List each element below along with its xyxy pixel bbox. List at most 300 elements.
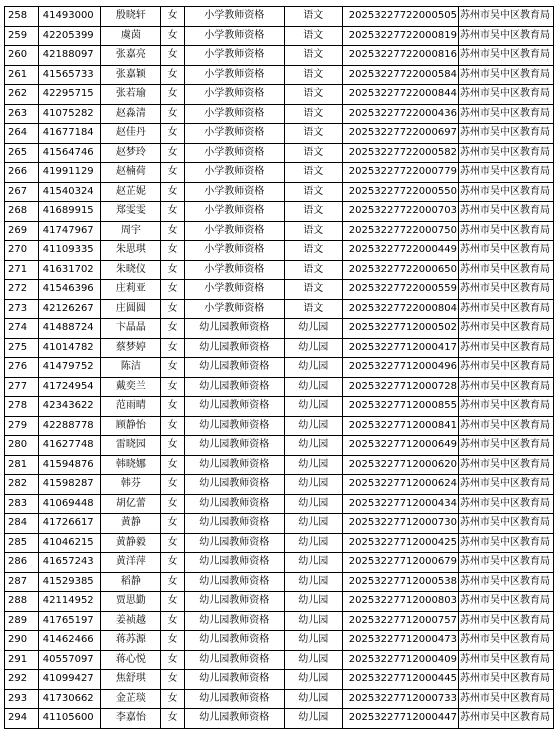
cell-name: 殷晓轩 xyxy=(101,7,161,27)
cell-no: 273 xyxy=(5,299,39,319)
table-row xyxy=(5,143,554,163)
table-row xyxy=(5,65,554,85)
cell-id: 41991129 xyxy=(38,163,101,183)
cell-ticket: 20253227722000436 xyxy=(342,104,458,124)
cell-qualification: 幼儿园教师资格 xyxy=(184,592,284,612)
cell-org: 苏州市吴中区教育局 xyxy=(458,143,553,163)
cell-gender: 女 xyxy=(161,631,185,651)
cell-id: 41765197 xyxy=(38,611,101,631)
cell-subject: 幼儿园 xyxy=(284,611,342,631)
cell-name: 稻静 xyxy=(101,572,161,592)
table-row xyxy=(5,46,554,66)
cell-gender: 女 xyxy=(161,670,185,690)
cell-org: 苏州市吴中区教育局 xyxy=(458,631,553,651)
cell-qualification: 小学教师资格 xyxy=(184,280,284,300)
cell-subject: 幼儿园 xyxy=(284,436,342,456)
cell-org: 苏州市吴中区教育局 xyxy=(458,124,553,144)
cell-subject: 幼儿园 xyxy=(284,631,342,651)
cell-id: 41677184 xyxy=(38,124,101,144)
cell-qualification: 幼儿园教师资格 xyxy=(184,572,284,592)
cell-qualification: 幼儿园教师资格 xyxy=(184,377,284,397)
cell-id: 41565733 xyxy=(38,65,101,85)
cell-subject: 幼儿园 xyxy=(284,689,342,709)
cell-org: 苏州市吴中区教育局 xyxy=(458,494,553,514)
cell-name: 张嘉亮 xyxy=(101,46,161,66)
cell-qualification: 幼儿园教师资格 xyxy=(184,650,284,670)
cell-gender: 女 xyxy=(161,416,185,436)
cell-subject: 幼儿园 xyxy=(284,709,342,729)
table-row xyxy=(5,592,554,612)
cell-no: 287 xyxy=(5,572,39,592)
cell-ticket: 20253227722000582 xyxy=(342,143,458,163)
cell-id: 41546396 xyxy=(38,280,101,300)
cell-ticket: 20253227712000649 xyxy=(342,436,458,456)
cell-qualification: 小学教师资格 xyxy=(184,104,284,124)
cell-ticket: 20253227712000473 xyxy=(342,631,458,651)
cell-ticket: 20253227712000679 xyxy=(342,553,458,573)
cell-gender: 女 xyxy=(161,85,185,105)
cell-id: 41726617 xyxy=(38,514,101,534)
table-row xyxy=(5,475,554,495)
table-row xyxy=(5,709,554,729)
cell-no: 282 xyxy=(5,475,39,495)
cell-name: 贾思勤 xyxy=(101,592,161,612)
cell-org: 苏州市吴中区教育局 xyxy=(458,46,553,66)
table-row xyxy=(5,670,554,690)
cell-qualification: 幼儿园教师资格 xyxy=(184,553,284,573)
cell-id: 41689915 xyxy=(38,202,101,222)
table-row xyxy=(5,163,554,183)
cell-no: 260 xyxy=(5,46,39,66)
cell-org: 苏州市吴中区教育局 xyxy=(458,397,553,417)
cell-subject: 幼儿园 xyxy=(284,494,342,514)
cell-name: 蒋心悦 xyxy=(101,650,161,670)
cell-org: 苏州市吴中区教育局 xyxy=(458,338,553,358)
table-row xyxy=(5,689,554,709)
cell-name: 庄莉亚 xyxy=(101,280,161,300)
cell-subject: 幼儿园 xyxy=(284,592,342,612)
cell-gender: 女 xyxy=(161,436,185,456)
cell-subject: 语文 xyxy=(284,241,342,261)
cell-org: 苏州市吴中区教育局 xyxy=(458,104,553,124)
cell-subject: 语文 xyxy=(284,182,342,202)
cell-gender: 女 xyxy=(161,65,185,85)
cell-gender: 女 xyxy=(161,26,185,46)
cell-ticket: 20253227712000620 xyxy=(342,455,458,475)
cell-qualification: 幼儿园教师资格 xyxy=(184,475,284,495)
cell-name: 卞晶晶 xyxy=(101,319,161,339)
table-row xyxy=(5,377,554,397)
cell-id: 41529385 xyxy=(38,572,101,592)
cell-no: 293 xyxy=(5,689,39,709)
cell-id: 42295715 xyxy=(38,85,101,105)
table-row xyxy=(5,124,554,144)
cell-subject: 幼儿园 xyxy=(284,475,342,495)
cell-gender: 女 xyxy=(161,611,185,631)
cell-id: 41099427 xyxy=(38,670,101,690)
cell-id: 41046215 xyxy=(38,533,101,553)
cell-org: 苏州市吴中区教育局 xyxy=(458,436,553,456)
cell-no: 275 xyxy=(5,338,39,358)
table-row xyxy=(5,611,554,631)
cell-qualification: 幼儿园教师资格 xyxy=(184,611,284,631)
cell-no: 286 xyxy=(5,553,39,573)
cell-qualification: 小学教师资格 xyxy=(184,202,284,222)
cell-name: 焦舒琪 xyxy=(101,670,161,690)
cell-gender: 女 xyxy=(161,104,185,124)
cell-no: 261 xyxy=(5,65,39,85)
cell-name: 范雨晴 xyxy=(101,397,161,417)
cell-subject: 语文 xyxy=(284,124,342,144)
cell-gender: 女 xyxy=(161,299,185,319)
cell-name: 韩晓娜 xyxy=(101,455,161,475)
cell-no: 279 xyxy=(5,416,39,436)
cell-id: 41598287 xyxy=(38,475,101,495)
cell-subject: 幼儿园 xyxy=(284,650,342,670)
cell-id: 42288778 xyxy=(38,416,101,436)
cell-id: 41014782 xyxy=(38,338,101,358)
cell-no: 269 xyxy=(5,221,39,241)
cell-subject: 幼儿园 xyxy=(284,533,342,553)
cell-gender: 女 xyxy=(161,689,185,709)
cell-org: 苏州市吴中区教育局 xyxy=(458,221,553,241)
cell-ticket: 20253227722000703 xyxy=(342,202,458,222)
cell-ticket: 20253227722000804 xyxy=(342,299,458,319)
cell-gender: 女 xyxy=(161,553,185,573)
cell-qualification: 幼儿园教师资格 xyxy=(184,689,284,709)
cell-ticket: 20253227722000505 xyxy=(342,7,458,27)
cell-no: 274 xyxy=(5,319,39,339)
cell-ticket: 20253227722000816 xyxy=(342,46,458,66)
cell-qualification: 小学教师资格 xyxy=(184,46,284,66)
cell-id: 41730662 xyxy=(38,689,101,709)
cell-ticket: 20253227722000449 xyxy=(342,241,458,261)
cell-no: 288 xyxy=(5,592,39,612)
cell-qualification: 幼儿园教师资格 xyxy=(184,709,284,729)
table-row xyxy=(5,221,554,241)
cell-no: 280 xyxy=(5,436,39,456)
table-row xyxy=(5,104,554,124)
cell-no: 276 xyxy=(5,358,39,378)
cell-id: 41488724 xyxy=(38,319,101,339)
cell-subject: 幼儿园 xyxy=(284,455,342,475)
cell-no: 258 xyxy=(5,7,39,27)
cell-gender: 女 xyxy=(161,709,185,729)
cell-ticket: 20253227712000496 xyxy=(342,358,458,378)
cell-name: 李嘉怡 xyxy=(101,709,161,729)
table-row xyxy=(5,202,554,222)
table-row xyxy=(5,553,554,573)
cell-no: 277 xyxy=(5,377,39,397)
table-row xyxy=(5,7,554,27)
cell-subject: 幼儿园 xyxy=(284,397,342,417)
cell-gender: 女 xyxy=(161,377,185,397)
cell-subject: 语文 xyxy=(284,26,342,46)
table-row xyxy=(5,650,554,670)
cell-gender: 女 xyxy=(161,572,185,592)
cell-name: 赵芷妮 xyxy=(101,182,161,202)
cell-subject: 幼儿园 xyxy=(284,319,342,339)
cell-name: 顾静怡 xyxy=(101,416,161,436)
cell-id: 41479752 xyxy=(38,358,101,378)
cell-subject: 语文 xyxy=(284,260,342,280)
cell-qualification: 幼儿园教师资格 xyxy=(184,358,284,378)
cell-name: 赵梦玲 xyxy=(101,143,161,163)
cell-ticket: 20253227722000844 xyxy=(342,85,458,105)
cell-org: 苏州市吴中区教育局 xyxy=(458,163,553,183)
cell-gender: 女 xyxy=(161,163,185,183)
cell-subject: 语文 xyxy=(284,65,342,85)
cell-subject: 语文 xyxy=(284,221,342,241)
cell-org: 苏州市吴中区教育局 xyxy=(458,241,553,261)
cell-no: 284 xyxy=(5,514,39,534)
table-row xyxy=(5,631,554,651)
cell-qualification: 幼儿园教师资格 xyxy=(184,494,284,514)
cell-qualification: 幼儿园教师资格 xyxy=(184,416,284,436)
cell-gender: 女 xyxy=(161,650,185,670)
cell-org: 苏州市吴中区教育局 xyxy=(458,475,553,495)
cell-id: 41631702 xyxy=(38,260,101,280)
cell-subject: 语文 xyxy=(284,46,342,66)
cell-gender: 女 xyxy=(161,455,185,475)
cell-subject: 幼儿园 xyxy=(284,416,342,436)
cell-ticket: 20253227712000417 xyxy=(342,338,458,358)
cell-org: 苏州市吴中区教育局 xyxy=(458,533,553,553)
cell-id: 40557097 xyxy=(38,650,101,670)
cell-no: 263 xyxy=(5,104,39,124)
cell-ticket: 20253227722000559 xyxy=(342,280,458,300)
table-row xyxy=(5,338,554,358)
table-row xyxy=(5,514,554,534)
cell-gender: 女 xyxy=(161,319,185,339)
cell-qualification: 幼儿园教师资格 xyxy=(184,514,284,534)
cell-qualification: 小学教师资格 xyxy=(184,85,284,105)
table-row xyxy=(5,572,554,592)
cell-name: 姜祯越 xyxy=(101,611,161,631)
cell-no: 265 xyxy=(5,143,39,163)
cell-qualification: 幼儿园教师资格 xyxy=(184,319,284,339)
cell-gender: 女 xyxy=(161,475,185,495)
cell-org: 苏州市吴中区教育局 xyxy=(458,26,553,46)
cell-id: 41109335 xyxy=(38,241,101,261)
cell-qualification: 小学教师资格 xyxy=(184,182,284,202)
cell-subject: 幼儿园 xyxy=(284,377,342,397)
cell-no: 283 xyxy=(5,494,39,514)
cell-id: 41462466 xyxy=(38,631,101,651)
cell-no: 278 xyxy=(5,397,39,417)
cell-qualification: 幼儿园教师资格 xyxy=(184,533,284,553)
cell-ticket: 20253227712000538 xyxy=(342,572,458,592)
cell-id: 41657243 xyxy=(38,553,101,573)
cell-no: 294 xyxy=(5,709,39,729)
cell-no: 285 xyxy=(5,533,39,553)
cell-no: 291 xyxy=(5,650,39,670)
cell-name: 蔡梦婷 xyxy=(101,338,161,358)
cell-subject: 幼儿园 xyxy=(284,670,342,690)
cell-gender: 女 xyxy=(161,46,185,66)
cell-gender: 女 xyxy=(161,202,185,222)
cell-org: 苏州市吴中区教育局 xyxy=(458,65,553,85)
table-row xyxy=(5,241,554,261)
cell-id: 41627748 xyxy=(38,436,101,456)
cell-no: 290 xyxy=(5,631,39,651)
cell-no: 292 xyxy=(5,670,39,690)
cell-ticket: 20253227722000779 xyxy=(342,163,458,183)
cell-org: 苏州市吴中区教育局 xyxy=(458,670,553,690)
cell-qualification: 小学教师资格 xyxy=(184,124,284,144)
cell-qualification: 幼儿园教师资格 xyxy=(184,397,284,417)
cell-subject: 语文 xyxy=(284,202,342,222)
cell-org: 苏州市吴中区教育局 xyxy=(458,611,553,631)
cell-qualification: 小学教师资格 xyxy=(184,260,284,280)
cell-org: 苏州市吴中区教育局 xyxy=(458,280,553,300)
cell-gender: 女 xyxy=(161,592,185,612)
cell-id: 42205399 xyxy=(38,26,101,46)
cell-org: 苏州市吴中区教育局 xyxy=(458,377,553,397)
cell-id: 42126267 xyxy=(38,299,101,319)
cell-id: 41564746 xyxy=(38,143,101,163)
cell-qualification: 幼儿园教师资格 xyxy=(184,436,284,456)
cell-ticket: 20253227722000550 xyxy=(342,182,458,202)
cell-id: 41540324 xyxy=(38,182,101,202)
cell-id: 41069448 xyxy=(38,494,101,514)
cell-org: 苏州市吴中区教育局 xyxy=(458,202,553,222)
cell-qualification: 小学教师资格 xyxy=(184,221,284,241)
table-row xyxy=(5,358,554,378)
cell-org: 苏州市吴中区教育局 xyxy=(458,553,553,573)
table-body xyxy=(5,7,554,729)
cell-name: 黄洋萍 xyxy=(101,553,161,573)
cell-ticket: 20253227722000819 xyxy=(342,26,458,46)
cell-no: 289 xyxy=(5,611,39,631)
cell-ticket: 20253227712000841 xyxy=(342,416,458,436)
cell-ticket: 20253227722000750 xyxy=(342,221,458,241)
cell-org: 苏州市吴中区教育局 xyxy=(458,260,553,280)
cell-name: 周宇 xyxy=(101,221,161,241)
cell-name: 蒋苏源 xyxy=(101,631,161,651)
cell-org: 苏州市吴中区教育局 xyxy=(458,709,553,729)
cell-name: 戴奕兰 xyxy=(101,377,161,397)
cell-no: 262 xyxy=(5,85,39,105)
table-row xyxy=(5,260,554,280)
cell-ticket: 20253227712000447 xyxy=(342,709,458,729)
cell-subject: 幼儿园 xyxy=(284,553,342,573)
cell-subject: 语文 xyxy=(284,104,342,124)
cell-subject: 语文 xyxy=(284,163,342,183)
cell-ticket: 20253227712000502 xyxy=(342,319,458,339)
table-row xyxy=(5,533,554,553)
cell-org: 苏州市吴中区教育局 xyxy=(458,689,553,709)
cell-id: 41075282 xyxy=(38,104,101,124)
cell-org: 苏州市吴中区教育局 xyxy=(458,514,553,534)
cell-no: 272 xyxy=(5,280,39,300)
cell-qualification: 小学教师资格 xyxy=(184,143,284,163)
cell-gender: 女 xyxy=(161,358,185,378)
cell-ticket: 20253227712000425 xyxy=(342,533,458,553)
cell-no: 264 xyxy=(5,124,39,144)
cell-name: 韩芬 xyxy=(101,475,161,495)
cell-no: 270 xyxy=(5,241,39,261)
cell-qualification: 小学教师资格 xyxy=(184,241,284,261)
cell-ticket: 20253227712000803 xyxy=(342,592,458,612)
cell-name: 黄静毅 xyxy=(101,533,161,553)
cell-subject: 幼儿园 xyxy=(284,338,342,358)
cell-org: 苏州市吴中区教育局 xyxy=(458,7,553,27)
cell-gender: 女 xyxy=(161,7,185,27)
cell-qualification: 幼儿园教师资格 xyxy=(184,670,284,690)
cell-qualification: 幼儿园教师资格 xyxy=(184,455,284,475)
cell-org: 苏州市吴中区教育局 xyxy=(458,416,553,436)
cell-org: 苏州市吴中区教育局 xyxy=(458,85,553,105)
cell-name: 金芷琰 xyxy=(101,689,161,709)
cell-id: 41105600 xyxy=(38,709,101,729)
cell-ticket: 20253227712000434 xyxy=(342,494,458,514)
cell-id: 42114952 xyxy=(38,592,101,612)
cell-ticket: 20253227712000728 xyxy=(342,377,458,397)
cell-ticket: 20253227712000730 xyxy=(342,514,458,534)
cell-subject: 语文 xyxy=(284,280,342,300)
cell-qualification: 幼儿园教师资格 xyxy=(184,631,284,651)
cell-org: 苏州市吴中区教育局 xyxy=(458,592,553,612)
cell-no: 266 xyxy=(5,163,39,183)
cell-name: 张嘉颖 xyxy=(101,65,161,85)
cell-org: 苏州市吴中区教育局 xyxy=(458,650,553,670)
cell-gender: 女 xyxy=(161,124,185,144)
cell-id: 41493000 xyxy=(38,7,101,27)
cell-ticket: 20253227712000409 xyxy=(342,650,458,670)
cell-subject: 语文 xyxy=(284,85,342,105)
cell-name: 朱晓仪 xyxy=(101,260,161,280)
cell-org: 苏州市吴中区教育局 xyxy=(458,299,553,319)
cell-gender: 女 xyxy=(161,533,185,553)
cell-id: 41747967 xyxy=(38,221,101,241)
cell-subject: 幼儿园 xyxy=(284,572,342,592)
table-row xyxy=(5,85,554,105)
cell-name: 赵楠荷 xyxy=(101,163,161,183)
cell-ticket: 20253227722000697 xyxy=(342,124,458,144)
cell-id: 42343622 xyxy=(38,397,101,417)
cell-no: 271 xyxy=(5,260,39,280)
table-row xyxy=(5,416,554,436)
table-row xyxy=(5,494,554,514)
cell-subject: 幼儿园 xyxy=(284,358,342,378)
cell-org: 苏州市吴中区教育局 xyxy=(458,182,553,202)
cell-gender: 女 xyxy=(161,280,185,300)
cell-subject: 幼儿园 xyxy=(284,514,342,534)
roster-table xyxy=(4,6,554,729)
cell-name: 陈洁 xyxy=(101,358,161,378)
cell-id: 42188097 xyxy=(38,46,101,66)
cell-gender: 女 xyxy=(161,494,185,514)
cell-ticket: 20253227712000733 xyxy=(342,689,458,709)
cell-gender: 女 xyxy=(161,182,185,202)
table-row xyxy=(5,299,554,319)
cell-ticket: 20253227712000757 xyxy=(342,611,458,631)
cell-gender: 女 xyxy=(161,338,185,358)
table-row xyxy=(5,280,554,300)
cell-org: 苏州市吴中区教育局 xyxy=(458,319,553,339)
cell-org: 苏州市吴中区教育局 xyxy=(458,455,553,475)
cell-gender: 女 xyxy=(161,260,185,280)
table-row xyxy=(5,182,554,202)
cell-name: 虞茵 xyxy=(101,26,161,46)
cell-gender: 女 xyxy=(161,143,185,163)
cell-gender: 女 xyxy=(161,221,185,241)
cell-subject: 语文 xyxy=(284,7,342,27)
cell-name: 郑雯雯 xyxy=(101,202,161,222)
cell-no: 268 xyxy=(5,202,39,222)
cell-id: 41724954 xyxy=(38,377,101,397)
